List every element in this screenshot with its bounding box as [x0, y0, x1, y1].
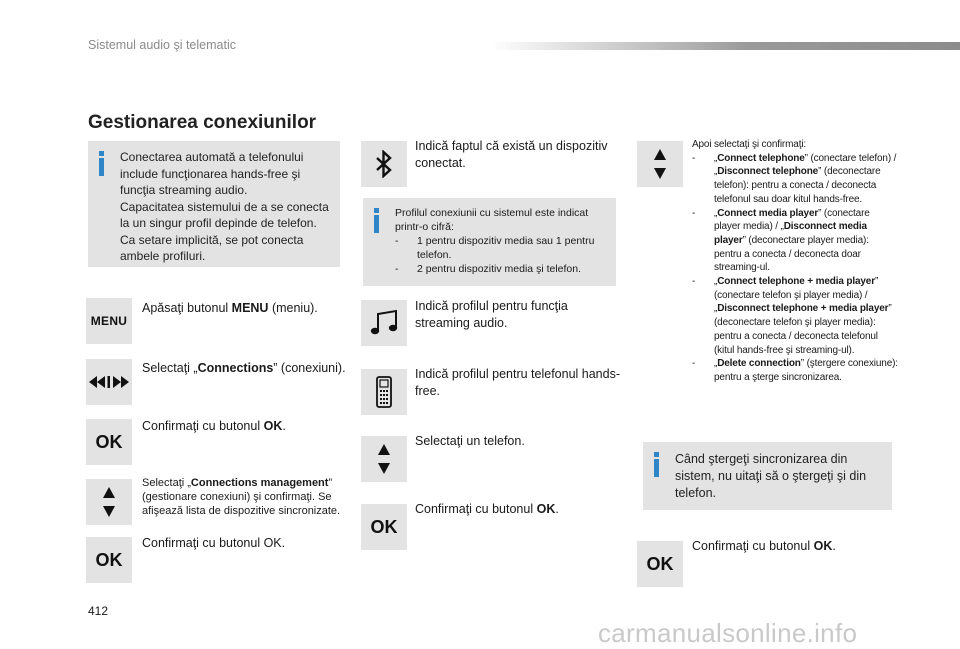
phone-icon: [361, 369, 407, 415]
bluetooth-note: Indică faptul că există un dispozitiv conectat.: [415, 139, 608, 170]
right-list-item: - „Connect telephone + media player” (conectare telefon şi player media) / „Disconnect telephone + media player” (deconectare telefon şi player media): pentru a conecta / deconecta telefonul (kitul hands-free şi streaming-ul).: [692, 276, 892, 356]
up-down-arrows-icon: [86, 479, 132, 525]
profile-item: - 1 pentru dispozitiv media sau 1 pentru telefon.: [395, 235, 595, 261]
left-right-arrows-icon: [86, 359, 132, 405]
arrows-icon-svg: [89, 375, 129, 389]
header-bar: [490, 42, 960, 50]
up-down-arrows-icon: [361, 436, 407, 482]
info-box-profile: [363, 198, 616, 286]
page-title: Gestionarea conexiunilor: [88, 112, 317, 133]
info-icon: [653, 452, 660, 477]
music-note: Indică profilul pentru funcţia streaming audio.: [415, 299, 568, 330]
ok-button-icon: OK: [86, 419, 132, 465]
music-note-icon: [361, 300, 407, 346]
right-option-list: [692, 138, 898, 385]
info-box-delete: [643, 442, 892, 510]
phone-note: Indică profilul pentru telefonul hands-free.: [415, 367, 620, 398]
right-list-item: - „Delete connection” (ştergere conexiune): pentru a şterge sincronizarea.: [692, 358, 898, 383]
right-list-item: - „Connect media player” (conectare player media) / „Disconnect media player” (deconectare player media): pentru a conecta / deconecta doar streaming-ul.: [692, 207, 870, 274]
right-list-intro: Apoi selectaţi şi confirmaţi:: [692, 139, 807, 150]
profile-item: - 2 pentru dispozitiv media şi telefon.: [395, 263, 582, 275]
music-note-icon-svg: [369, 309, 399, 337]
phone-icon-svg: [375, 375, 393, 409]
profile-intro: Profilul conexiunii cu sistemul este indicat printr-o cifră:: [395, 207, 589, 233]
step-confirm-ok-2: Confirmaţi cu butonul OK.: [142, 536, 286, 550]
menu-icon-label: MENU: [90, 314, 128, 328]
right-list-item: - „Connect telephone” (conectare telefon) / „Disconnect telephone” (deconectare telefon): pentru a conecta / deconecta telefonul sau doar kitul hands-free.: [692, 152, 897, 205]
info-icon: [373, 208, 380, 233]
step-press-menu: Apăsaţi butonul MENU (meniu).: [142, 301, 318, 315]
menu-button-icon: [86, 298, 132, 344]
ok-button-icon: OK: [86, 537, 132, 583]
up-down-arrows-icon: [637, 141, 683, 187]
info-auto-line-2: Capacitatea sistemului de a se conecta la un singur profil depinde de telefon. Ca setare implicită, se pot conecta ambele profiluri.: [120, 199, 329, 263]
info-delete-text: Când ştergeţi sincronizarea din sistem, nu uitaţi să o ştergeţi şi din telefon.: [675, 452, 867, 500]
ok-button-icon: OK: [361, 504, 407, 550]
step-confirm-ok-1: Confirmaţi cu butonul OK.: [142, 419, 286, 433]
page-number: 412: [88, 604, 109, 618]
bluetooth-icon-svg: [375, 150, 393, 178]
watermark: carmanualsonline.info: [598, 618, 858, 648]
info-box-auto-connect: [88, 141, 340, 267]
step-select-connections: Selectaţi „Connections” (conexiuni).: [142, 361, 346, 375]
header-title: Sistemul audio şi telematic: [88, 38, 236, 52]
ok-button-icon: OK: [637, 541, 683, 587]
bluetooth-icon: [361, 141, 407, 187]
step-select-connections-management: Selectaţi „Connections management” (gestionare conexiuni) şi confirmaţi. Se afişează lista de dispozitive sincronizate.: [142, 477, 341, 517]
info-auto-line-1: Conectarea automată a telefonului include funcţionarea hands-free şi funcţia streaming audio.: [120, 150, 304, 197]
info-icon: [98, 151, 105, 176]
step-select-phone: Selectaţi un telefon.: [415, 434, 525, 448]
step-confirm-ok-4: Confirmaţi cu butonul OK.: [692, 539, 836, 553]
step-confirm-ok-3: Confirmaţi cu butonul OK.: [415, 502, 559, 516]
